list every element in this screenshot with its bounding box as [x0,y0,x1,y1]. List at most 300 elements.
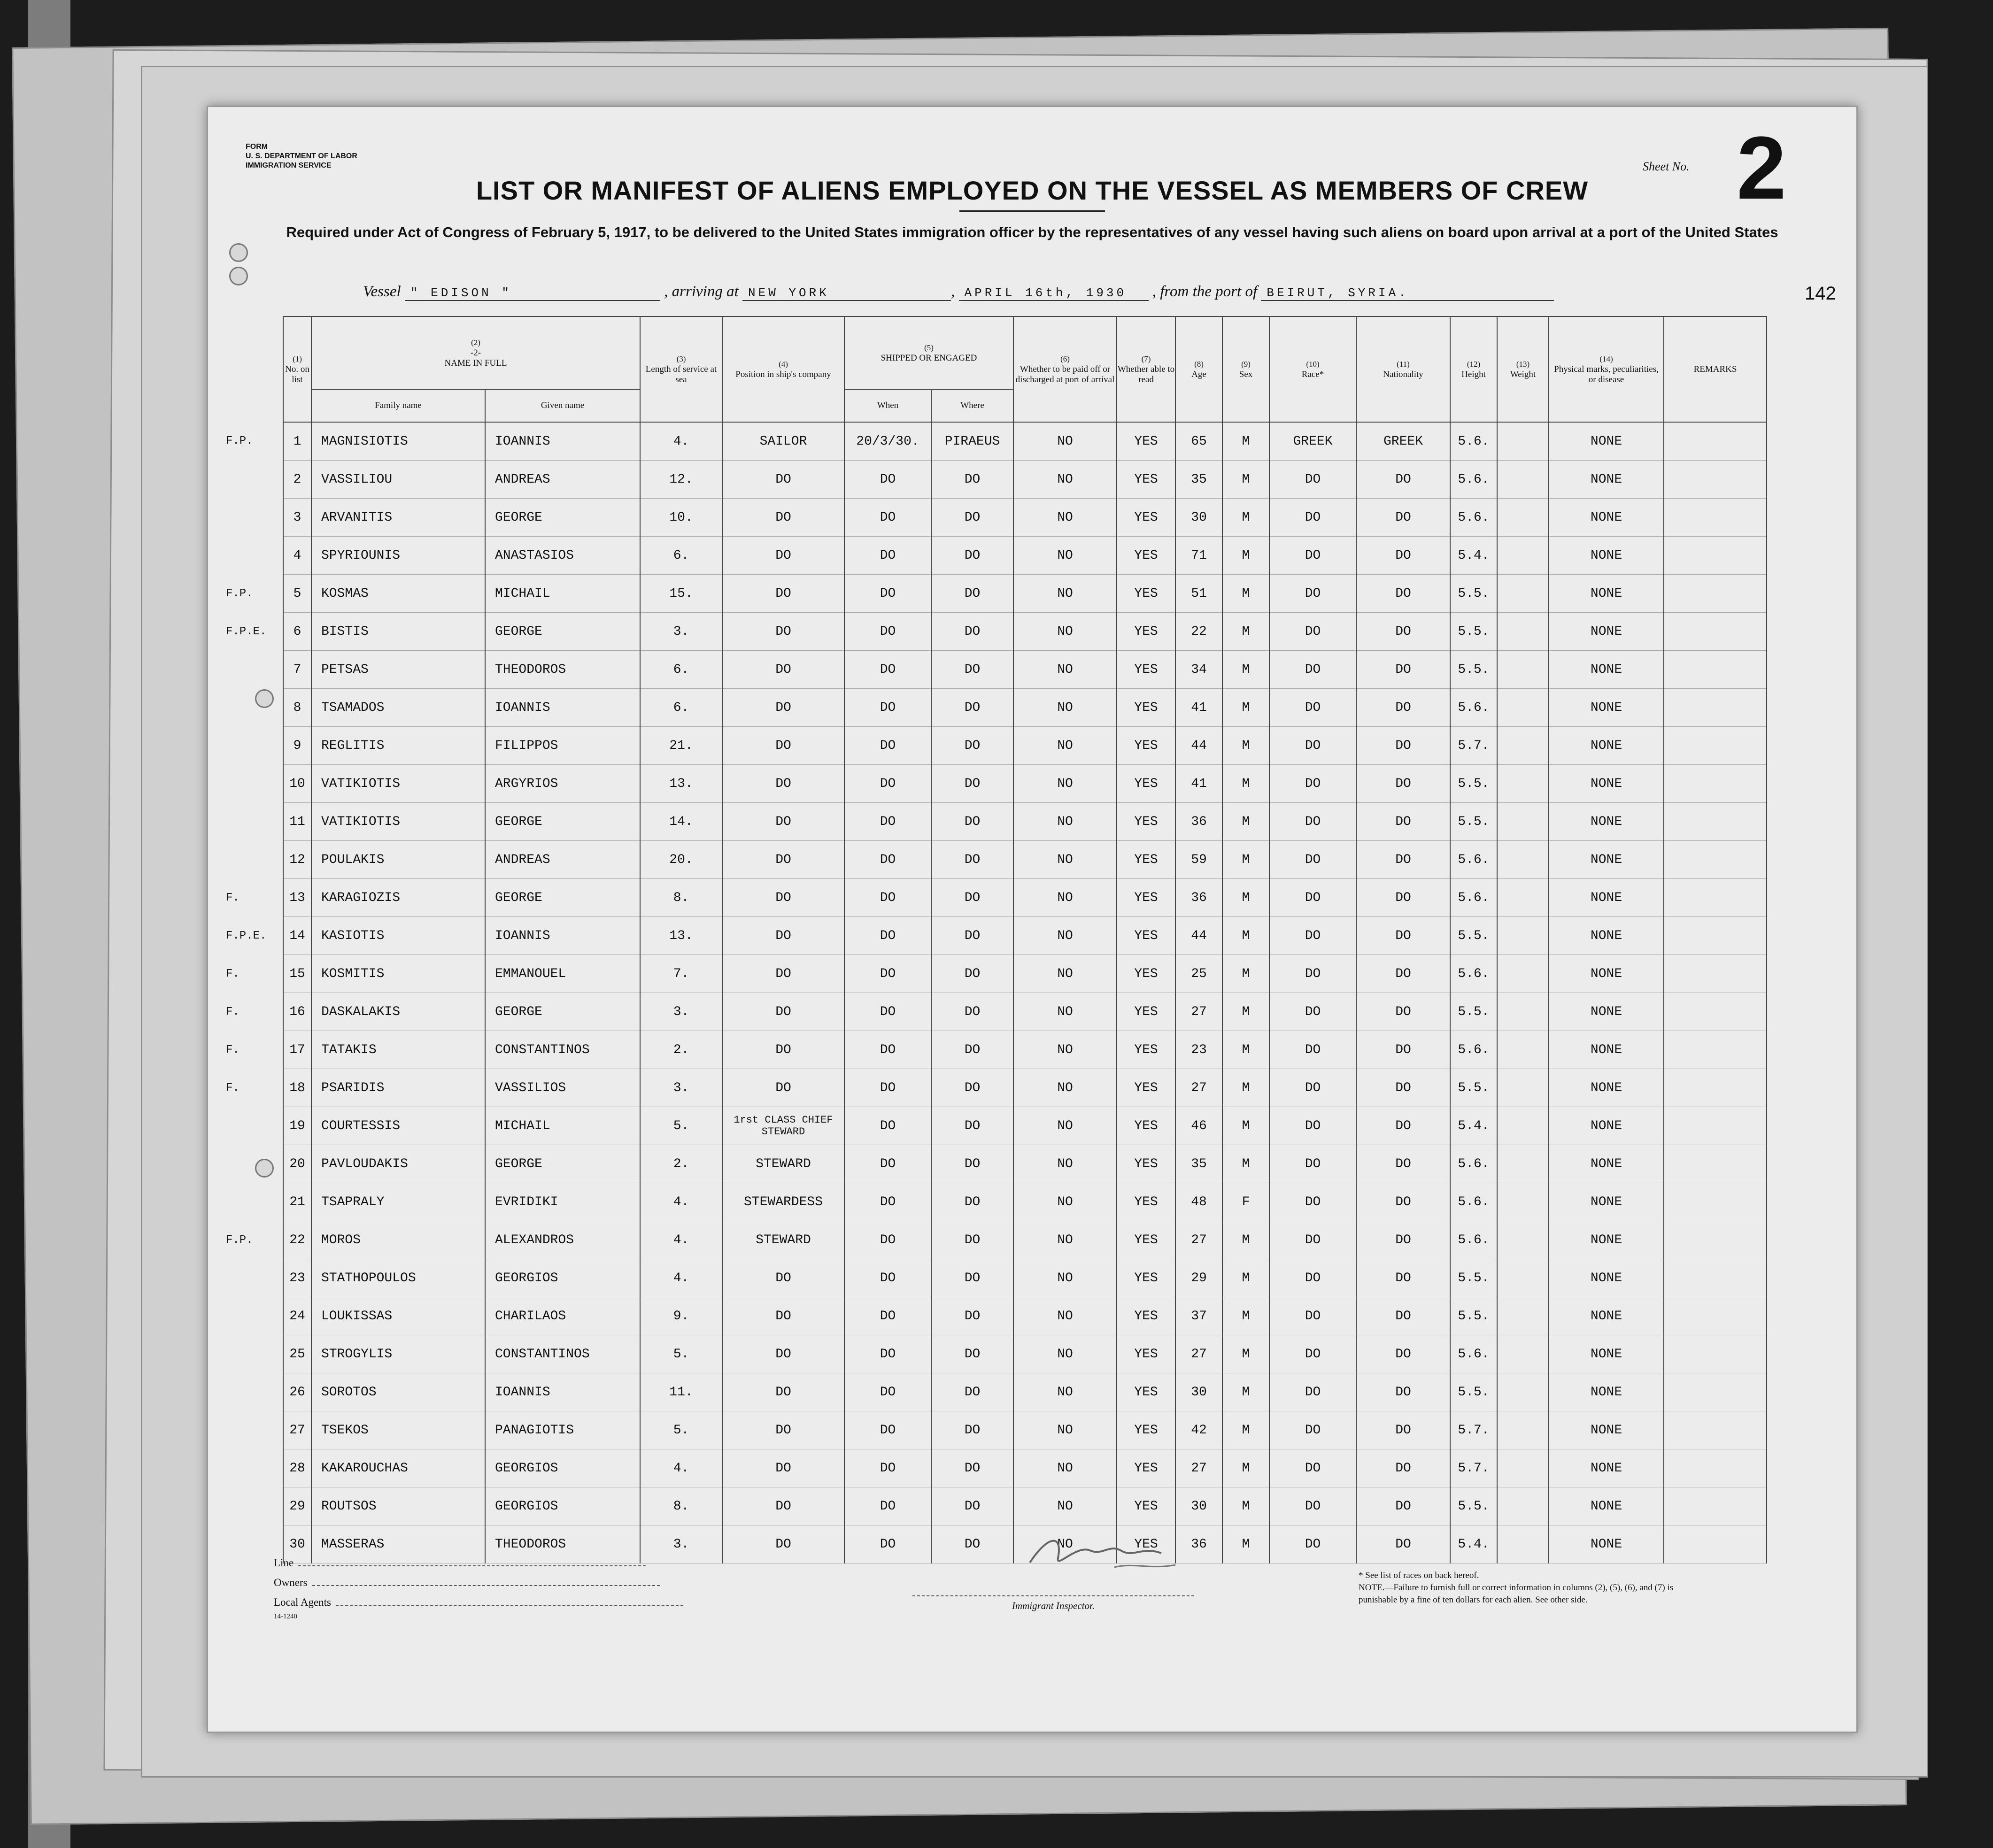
race: DO [1269,879,1356,917]
position-in-company: DO [722,1259,844,1297]
remarks [1664,1031,1767,1069]
physical-marks: NONE [1549,537,1664,575]
length-of-service: 5. [640,1107,722,1145]
row-flag: F.P. [226,1233,253,1247]
shipped-where: DO [931,727,1013,765]
given-name: CONSTANTINOS [485,1031,640,1069]
height: 5.5. [1450,993,1497,1031]
row-number: 25 [283,1335,311,1373]
sex: M [1222,1031,1269,1069]
penalty-note: NOTE.—Failure to furnish full or correct information in columns (2), (5), (6), and (7) is punishable by a fine of ten dollars for each alien. See other side. [1359,1583,1674,1605]
row-number: 20 [283,1145,311,1183]
form-label: FORM [246,143,268,151]
col-label: Nationality [1383,369,1423,379]
row-number: 22 [283,1221,311,1259]
shipped-where: DO [931,879,1013,917]
col-label: REMARKS [1693,364,1737,374]
height: 5.6. [1450,841,1497,879]
name-mark: -2- [470,347,481,358]
nationality: DO [1356,537,1450,575]
table-row [222,1449,1767,1487]
shipped-when: DO [844,803,931,841]
row-number: 18 [283,1069,311,1107]
given-name: ANASTASIOS [485,537,640,575]
able-to-read: YES [1117,917,1175,955]
row-number: 6 [283,613,311,651]
length-of-service: 6. [640,651,722,689]
table-row [222,841,1767,879]
position-in-company: STEWARD [722,1145,844,1183]
weight [1497,1259,1549,1297]
age: 27 [1175,1335,1222,1373]
age: 41 [1175,689,1222,727]
length-of-service: 5. [640,1335,722,1373]
race: DO [1269,1259,1356,1297]
family-name: TSEKOS [311,1411,485,1449]
page-subtitle: Required under Act of Congress of February 5, 1917, to be delivered to the United States immigration officer by the representatives of any vessel having such aliens on board upon arrival at a port of the United States [286,224,1778,240]
able-to-read: YES [1117,1487,1175,1525]
races-note: * See list of races on back hereof. [1359,1571,1479,1580]
able-to-read: YES [1117,841,1175,879]
height: 5.4. [1450,1107,1497,1145]
age: 37 [1175,1297,1222,1335]
row-number: 1 [283,422,311,461]
given-name: ALEXANDROS [485,1221,640,1259]
shipped-where: DO [931,1145,1013,1183]
shipped-where: DO [931,1069,1013,1107]
nationality: GREEK [1356,422,1450,461]
col-header-service [640,316,722,422]
race: DO [1269,1297,1356,1335]
shipped-where: DO [931,613,1013,651]
sex: M [1222,575,1269,613]
row-number: 24 [283,1297,311,1335]
able-to-read: YES [1117,1145,1175,1183]
race: DO [1269,689,1356,727]
row-flag: F.P. [226,435,253,448]
nationality: DO [1356,879,1450,917]
shipped-when: DO [844,1221,931,1259]
physical-marks: NONE [1549,499,1664,537]
physical-marks: NONE [1549,1069,1664,1107]
shipped-when: DO [844,1335,931,1373]
family-name: SOROTOS [311,1373,485,1411]
table-row [222,917,1767,955]
department-stamp [246,142,415,170]
length-of-service: 11. [640,1373,722,1411]
physical-marks: NONE [1549,1259,1664,1297]
row-flag [222,1107,283,1145]
row-flag [222,841,283,879]
nationality: DO [1356,993,1450,1031]
row-number: 9 [283,727,311,765]
sex: M [1222,537,1269,575]
able-to-read: YES [1117,1107,1175,1145]
nationality: DO [1356,499,1450,537]
footer-fields [274,1553,683,1621]
shipped-when: DO [844,1525,931,1563]
position-in-company: STEWARD [722,1221,844,1259]
flag-header [222,316,283,389]
row-flag [222,1373,283,1411]
shipped-where: DO [931,689,1013,727]
physical-marks: NONE [1549,1145,1664,1183]
nationality: DO [1356,461,1450,499]
row-flag [222,1411,283,1449]
position-in-company: DO [722,651,844,689]
paid-off: NO [1013,1031,1117,1069]
age: 35 [1175,461,1222,499]
shipped-when: DO [844,841,931,879]
col-label: SHIPPED OR ENGAGED [881,353,977,363]
physical-marks: NONE [1549,1525,1664,1563]
height: 5.6. [1450,1221,1497,1259]
nationality: DO [1356,841,1450,879]
row-flag: F. [226,891,239,904]
sex: M [1222,1259,1269,1297]
table-row [222,993,1767,1031]
age: 65 [1175,422,1222,461]
sex: M [1222,1525,1269,1563]
page-number: 142 [1805,283,1836,304]
sex: M [1222,727,1269,765]
col-header-family-name: Family name [311,389,485,422]
paid-off: NO [1013,575,1117,613]
age: 51 [1175,575,1222,613]
col-label: Race* [1301,369,1324,379]
able-to-read: YES [1117,651,1175,689]
row-number: 13 [283,879,311,917]
given-name: GEORGE [485,499,640,537]
shipped-where: DO [931,499,1013,537]
col-header-no [283,316,311,422]
family-name: VASSILIOU [311,461,485,499]
table-row [222,613,1767,651]
vessel-name: " EDISON " [405,286,660,301]
nationality: DO [1356,1107,1450,1145]
table-row [222,499,1767,537]
height: 5.5. [1450,1297,1497,1335]
sex: M [1222,803,1269,841]
position-in-company: 1rst CLASS CHIEF STEWARD [722,1107,844,1145]
col-label: Whether able to read [1117,364,1175,385]
nationality: DO [1356,1525,1450,1563]
weight [1497,1221,1549,1259]
row-number: 4 [283,537,311,575]
race: DO [1269,499,1356,537]
remarks [1664,499,1767,537]
position-in-company: DO [722,993,844,1031]
shipped-when: DO [844,1487,931,1525]
race: DO [1269,1373,1356,1411]
row-flag [222,461,283,499]
shipped-when: DO [844,1031,931,1069]
sex: M [1222,1487,1269,1525]
length-of-service: 4. [640,1449,722,1487]
table-row [222,422,1767,461]
race: DO [1269,993,1356,1031]
family-name: TSAMADOS [311,689,485,727]
col-label: Length of service at sea [645,364,717,385]
col-header-read [1117,316,1175,422]
race: DO [1269,461,1356,499]
family-name: KASIOTIS [311,917,485,955]
physical-marks: NONE [1549,689,1664,727]
page-title: LIST OR MANIFEST OF ALIENS EMPLOYED ON THE VESSEL AS MEMBERS OF CREW [476,176,1589,205]
height: 5.6. [1450,1145,1497,1183]
col-num: (5) [924,343,934,352]
row-number: 28 [283,1449,311,1487]
family-name: TSAPRALY [311,1183,485,1221]
col-label: Height [1461,369,1486,379]
position-in-company: DO [722,1411,844,1449]
shipped-where: DO [931,1487,1013,1525]
remarks [1664,1297,1767,1335]
shipped-when: 20/3/30. [844,422,931,461]
col-label: Sex [1239,369,1253,379]
remarks [1664,879,1767,917]
height: 5.5. [1450,917,1497,955]
paid-off: NO [1013,1183,1117,1221]
nationality: DO [1356,1031,1450,1069]
col-num: (11) [1397,359,1410,369]
col-header-shipped [844,316,1013,389]
col-header-when: When [844,389,931,422]
paid-off: NO [1013,917,1117,955]
race: DO [1269,1069,1356,1107]
height: 5.4. [1450,1525,1497,1563]
shipped-where: DO [931,575,1013,613]
race: DO [1269,1449,1356,1487]
sheet-number: 2 [1737,118,1786,218]
table-row [222,1335,1767,1373]
sex: M [1222,993,1269,1031]
remarks [1664,1145,1767,1183]
able-to-read: YES [1117,1259,1175,1297]
shipped-when: DO [844,651,931,689]
row-flag [222,537,283,575]
footnote [1359,1570,1697,1606]
row-flag [222,803,283,841]
col-label: Whether to be paid off or discharged at port of arrival [1015,364,1115,385]
remarks [1664,841,1767,879]
departure-port: BEIRUT, SYRIA. [1261,286,1554,301]
physical-marks: NONE [1549,1373,1664,1411]
physical-marks: NONE [1549,1487,1664,1525]
col-num: (1) [293,354,302,363]
col-num: (4) [779,359,788,369]
physical-marks: NONE [1549,1335,1664,1373]
shipped-where: PIRAEUS [931,422,1013,461]
title-divider [959,210,1105,212]
sex: M [1222,1449,1269,1487]
col-header-height [1450,316,1497,422]
remarks [1664,917,1767,955]
row-flag [222,727,283,765]
shipped-where: DO [931,993,1013,1031]
family-name: VATIKIOTIS [311,765,485,803]
remarks [1664,422,1767,461]
height: 5.6. [1450,422,1497,461]
age: 22 [1175,613,1222,651]
length-of-service: 7. [640,955,722,993]
race: DO [1269,727,1356,765]
col-num: (10) [1306,359,1320,369]
shipped-when: DO [844,1107,931,1145]
given-name: GEORGE [485,879,640,917]
row-number: 15 [283,955,311,993]
position-in-company: DO [722,917,844,955]
manifest-rows [222,422,1767,1563]
col-num: (13) [1516,359,1530,369]
nationality: DO [1356,1069,1450,1107]
nationality: DO [1356,1297,1450,1335]
race: GREEK [1269,422,1356,461]
physical-marks: NONE [1549,803,1664,841]
able-to-read: YES [1117,461,1175,499]
physical-marks: NONE [1549,1411,1664,1449]
race: DO [1269,575,1356,613]
table-row [222,803,1767,841]
able-to-read: YES [1117,422,1175,461]
shipped-where: DO [931,1221,1013,1259]
row-number: 16 [283,993,311,1031]
table-row [222,955,1767,993]
position-in-company: DO [722,1297,844,1335]
family-name: LOUKISSAS [311,1297,485,1335]
height: 5.5. [1450,1259,1497,1297]
row-number: 10 [283,765,311,803]
family-name: ROUTSOS [311,1487,485,1525]
height: 5.5. [1450,613,1497,651]
sex: M [1222,879,1269,917]
length-of-service: 6. [640,689,722,727]
race: DO [1269,955,1356,993]
given-name: CHARILAOS [485,1297,640,1335]
paid-off: NO [1013,1449,1117,1487]
row-flag: F.P.E. [226,929,267,942]
height: 5.6. [1450,955,1497,993]
weight [1497,1145,1549,1183]
age: 27 [1175,1069,1222,1107]
able-to-read: YES [1117,499,1175,537]
shipped-when: DO [844,689,931,727]
table-row [222,1221,1767,1259]
table-row [222,1259,1767,1297]
col-header-nationality [1356,316,1450,422]
length-of-service: 4. [640,422,722,461]
remarks [1664,1525,1767,1563]
physical-marks: NONE [1549,917,1664,955]
shipped-when: DO [844,499,931,537]
physical-marks: NONE [1549,1449,1664,1487]
able-to-read: YES [1117,1411,1175,1449]
shipped-when: DO [844,461,931,499]
remarks [1664,1221,1767,1259]
table-row [222,1107,1767,1145]
col-label: NAME IN FULL [444,358,507,368]
age: 25 [1175,955,1222,993]
remarks [1664,765,1767,803]
weight [1497,765,1549,803]
row-number: 29 [283,1487,311,1525]
position-in-company: DO [722,841,844,879]
physical-marks: NONE [1549,765,1664,803]
height: 5.6. [1450,499,1497,537]
height: 5.5. [1450,1373,1497,1411]
able-to-read: YES [1117,1335,1175,1373]
col-header-given-name: Given name [485,389,640,422]
length-of-service: 20. [640,841,722,879]
position-in-company: DO [722,955,844,993]
col-label: Age [1191,369,1206,379]
row-number: 21 [283,1183,311,1221]
position-in-company: DO [722,765,844,803]
table-row [222,1297,1767,1335]
nationality: DO [1356,727,1450,765]
length-of-service: 13. [640,917,722,955]
able-to-read: YES [1117,1525,1175,1563]
weight [1497,689,1549,727]
row-flag: F. [226,1043,239,1056]
race: DO [1269,1335,1356,1373]
agents-blank [336,1605,683,1606]
height: 5.7. [1450,1411,1497,1449]
shipped-where: DO [931,803,1013,841]
position-in-company: DO [722,1031,844,1069]
crew-manifest-table [222,316,1767,1563]
weight [1497,1031,1549,1069]
paid-off: NO [1013,461,1117,499]
department-name: U. S. DEPARTMENT OF LABOR [246,152,357,160]
given-name: IOANNIS [485,422,640,461]
length-of-service: 13. [640,765,722,803]
col-label: No. on list [285,364,309,385]
shipped-when: DO [844,575,931,613]
given-name: EVRIDIKI [485,1183,640,1221]
shipped-where: DO [931,1183,1013,1221]
race: DO [1269,803,1356,841]
col-num: (6) [1060,354,1070,363]
paid-off: NO [1013,727,1117,765]
col-label: Position in ship's company [735,369,831,379]
remarks [1664,727,1767,765]
row-number: 8 [283,689,311,727]
paid-off: NO [1013,1259,1117,1297]
nationality: DO [1356,765,1450,803]
race: DO [1269,537,1356,575]
row-flag [222,1335,283,1373]
age: 59 [1175,841,1222,879]
nationality: DO [1356,1411,1450,1449]
paid-off: NO [1013,1335,1117,1373]
family-name: KARAGIOZIS [311,879,485,917]
nationality: DO [1356,917,1450,955]
table-row [222,537,1767,575]
able-to-read: YES [1117,613,1175,651]
row-flag [222,499,283,537]
col-num: (3) [676,354,686,363]
length-of-service: 5. [640,1411,722,1449]
length-of-service: 15. [640,575,722,613]
able-to-read: YES [1117,1297,1175,1335]
nationality: DO [1356,1259,1450,1297]
given-name: GEORGE [485,803,640,841]
age: 42 [1175,1411,1222,1449]
height: 5.6. [1450,1183,1497,1221]
remarks [1664,993,1767,1031]
col-header-race [1269,316,1356,422]
